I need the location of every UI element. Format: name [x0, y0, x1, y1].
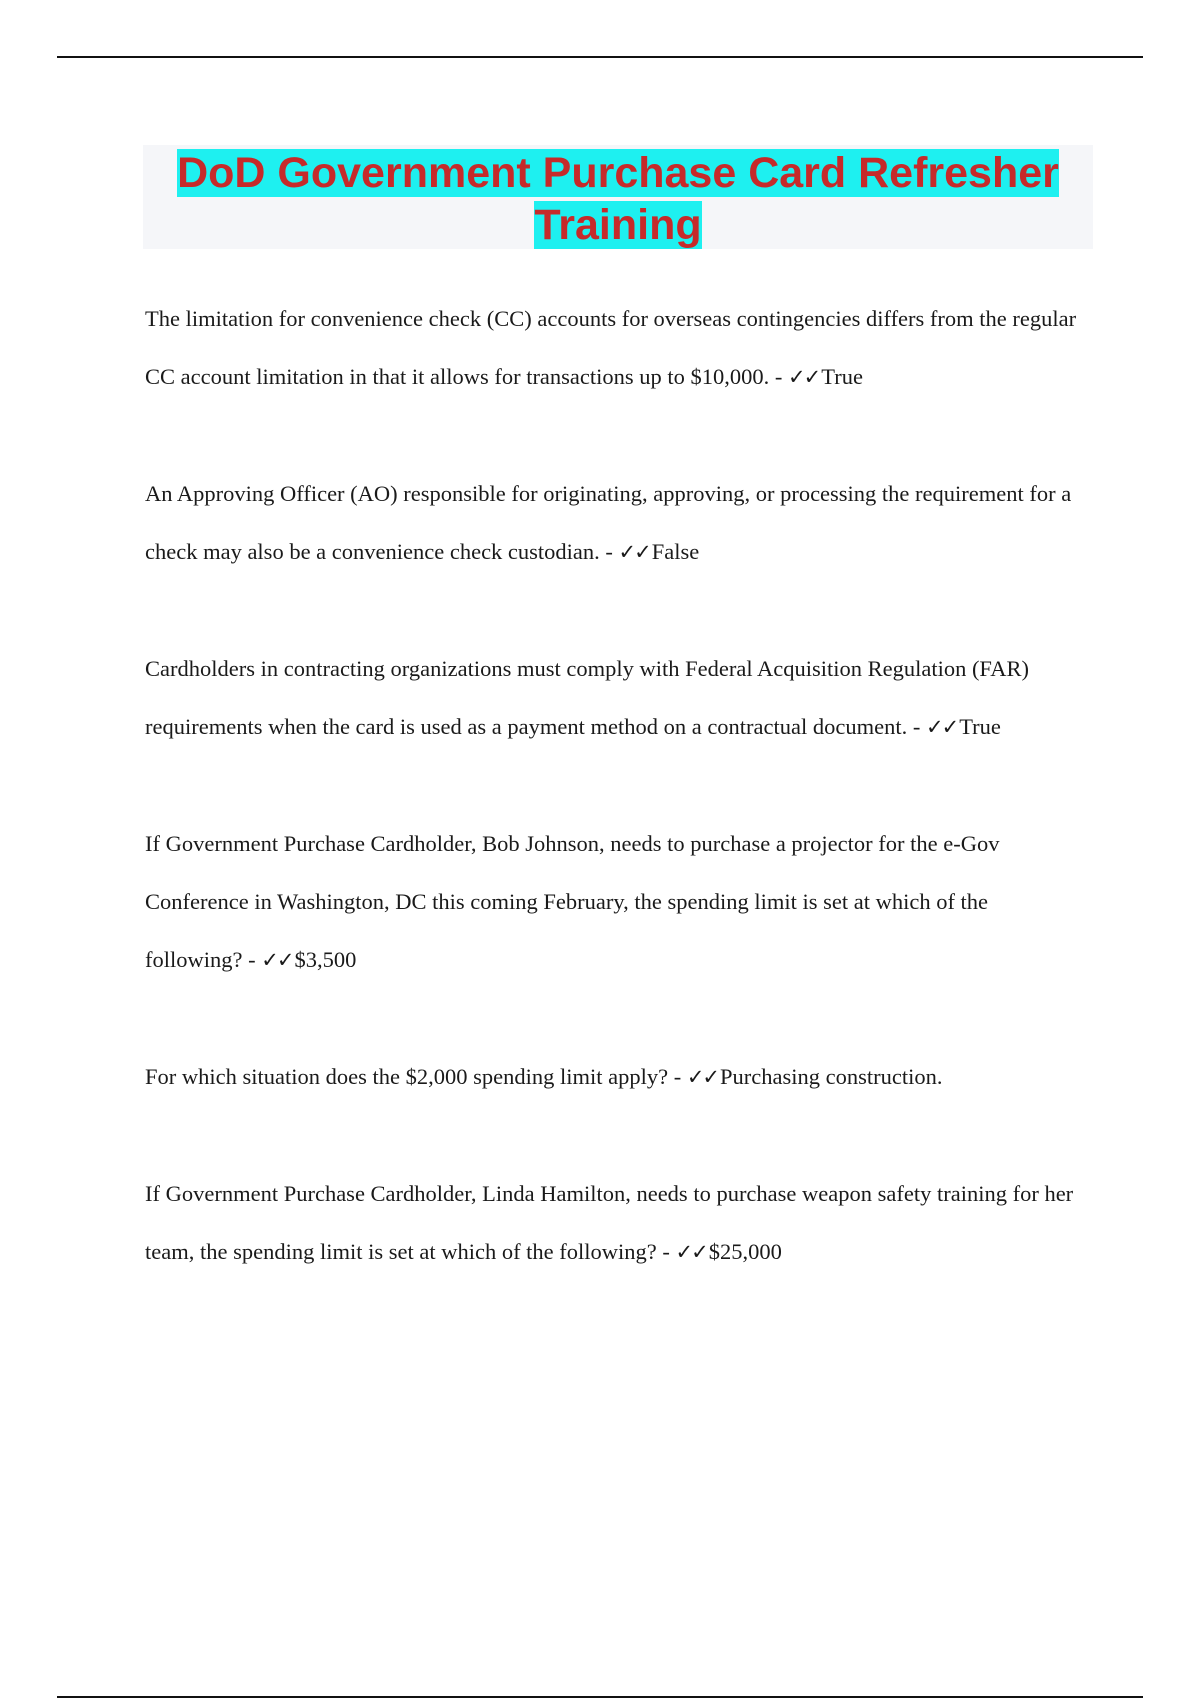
qa-item	[145, 1165, 1080, 1281]
question-text: Cardholders in contracting organizations must comply with Federal Acquisition Regulation (FAR) requirements when the card is used as a payment method on a contractual document.	[145, 656, 1030, 739]
question-text: The limitation for convenience check (CC) accounts for overseas contingencies differs from the regular CC account limitation in that it allows for transactions up to $10,000.	[145, 306, 1077, 389]
double-check-icon: ✓✓	[926, 715, 958, 739]
qa-item	[145, 290, 1080, 406]
answer-text: False	[651, 539, 700, 564]
answer-text: True	[821, 364, 863, 389]
double-check-icon: ✓✓	[788, 365, 820, 389]
answer-separator: -	[907, 714, 926, 739]
question-text: An Approving Officer (AO) responsible for originating, approving, or processing the requirement for a check may also be a convenience check custodian.	[145, 481, 1072, 564]
answer-text: $25,000	[708, 1239, 782, 1264]
double-check-icon: ✓✓	[675, 1240, 707, 1264]
question-text: If Government Purchase Cardholder, Linda Hamilton, needs to purchase weapon safety training for her team, the spending limit is set at which of the following?	[145, 1181, 1074, 1264]
double-check-icon: ✓✓	[618, 540, 650, 564]
qa-item	[145, 1048, 1080, 1106]
answer-separator: -	[769, 364, 789, 389]
title-banner	[143, 145, 1093, 249]
qa-item	[145, 640, 1080, 756]
answer-text: Purchasing construction.	[720, 1064, 943, 1089]
qa-item	[145, 465, 1080, 581]
answer-separator: -	[242, 947, 262, 972]
document-title-text: DoD Government Purchase Card Refresher Training	[177, 149, 1059, 249]
question-text: If Government Purchase Cardholder, Bob Johnson, needs to purchase a projector for the e-Gov Conference in Washington, DC this coming February, the spending limit is set at which of the following?	[145, 831, 1000, 972]
double-check-icon: ✓✓	[261, 948, 293, 972]
answer-text: True	[959, 714, 1001, 739]
answer-separator: -	[656, 1239, 676, 1264]
answer-text: $3,500	[294, 947, 357, 972]
qa-item	[145, 815, 1080, 989]
double-check-icon: ✓✓	[686, 1065, 719, 1089]
top-rule	[57, 56, 1143, 58]
document-title	[143, 145, 1093, 251]
qa-list	[145, 290, 1080, 1340]
question-text: For which situation does the $2,000 spending limit apply?	[145, 1064, 669, 1089]
answer-separator: -	[668, 1064, 687, 1089]
bottom-rule	[57, 1696, 1143, 1698]
answer-separator: -	[599, 539, 619, 564]
